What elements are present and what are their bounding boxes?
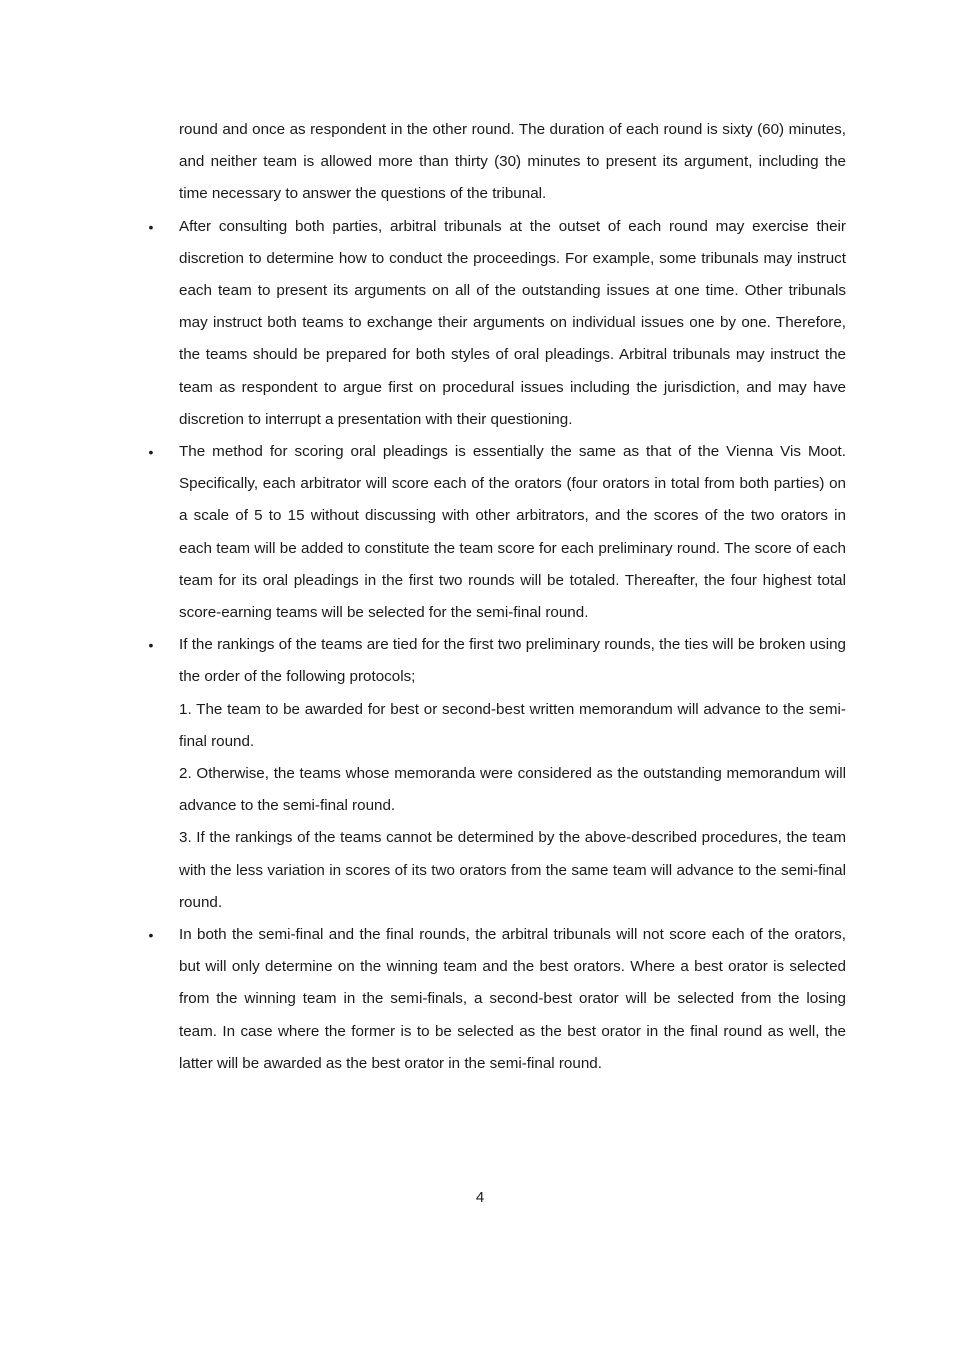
bullet-text: After consulting both parties, arbitral tribunals at the outset of each round may exercise their discretion to determine how to conduct the proceedings. For example, some tribunals may instruct each team to present its arguments on all of the outstanding issues at one time. Other tribunals may instruct both teams to exchange their arguments on individual issues one by one. Therefore, the teams should be prepared for both styles of oral pleadings. Arbitral tribunals may instruct the team as respondent to argue first on procedural issues including the jurisdiction, and may have discretion to interrupt a presentation with their questioning. bbox=[179, 217, 846, 428]
page-body bbox=[148, 114, 846, 1080]
bullet-text: The method for scoring oral pleadings is essentially the same as that of the Vienna Vis Moot. Specifically, each arbitrator will score each of the orators (four orators in total from both parties) on a scale of 5 to 15 without discussing with other arbitrators, and the scores of the two orators in each team will be added to constitute the team score for each preliminary round. The score of each team for its oral pleadings in the first two rounds will be totaled. Thereafter, the four highest total score-earning teams will be selected for the semi-final round. bbox=[179, 443, 846, 622]
protocol-item-3: 3. If the rankings of the teams cannot be determined by the above-described procedures, the team with the less variation in scores of its two orators from the same team will advance to the semi-final round. bbox=[179, 829, 846, 911]
protocol-item-1: 1. The team to be awarded for best or second-best written memorandum will advance to the semi-final round. bbox=[179, 700, 846, 750]
bullet-text: If the rankings of the teams are tied for the first two preliminary rounds, the ties will be broken using the order of the following protocols; bbox=[179, 636, 846, 686]
bullet-item-scoring-method bbox=[148, 436, 846, 629]
page-number: 4 bbox=[475, 1189, 485, 1206]
bullet-icon: • bbox=[148, 444, 154, 461]
bullet-item-tribunal-discretion bbox=[148, 211, 846, 436]
protocol-item-2: 2. Otherwise, the teams whose memoranda were considered as the outstanding memorandum will advance to the semi-final round. bbox=[179, 765, 846, 815]
bullet-icon: • bbox=[148, 927, 154, 944]
bullet-item-final-rounds bbox=[148, 919, 846, 1080]
intro-paragraph: round and once as respondent in the other round. The duration of each round is sixty (60) minutes, and neither team is allowed more than thirty (30) minutes to present its argument, including the time necessary to answer the questions of the tribunal. bbox=[179, 121, 846, 203]
bullet-icon: • bbox=[148, 637, 154, 654]
bullet-text: In both the semi-final and the final rounds, the arbitral tribunals will not score each of the orators, but will only determine on the winning team and the best orators. Where a best orator is selected from the winning team in the semi-finals, a second-best orator will be selected from the losing team. In case where the former is to be selected as the best orator in the final round as well, the latter will be awarded as the best orator in the semi-final round. bbox=[179, 926, 846, 1072]
bullet-item-tie-breaking bbox=[148, 629, 846, 919]
bullet-icon: • bbox=[148, 218, 154, 235]
